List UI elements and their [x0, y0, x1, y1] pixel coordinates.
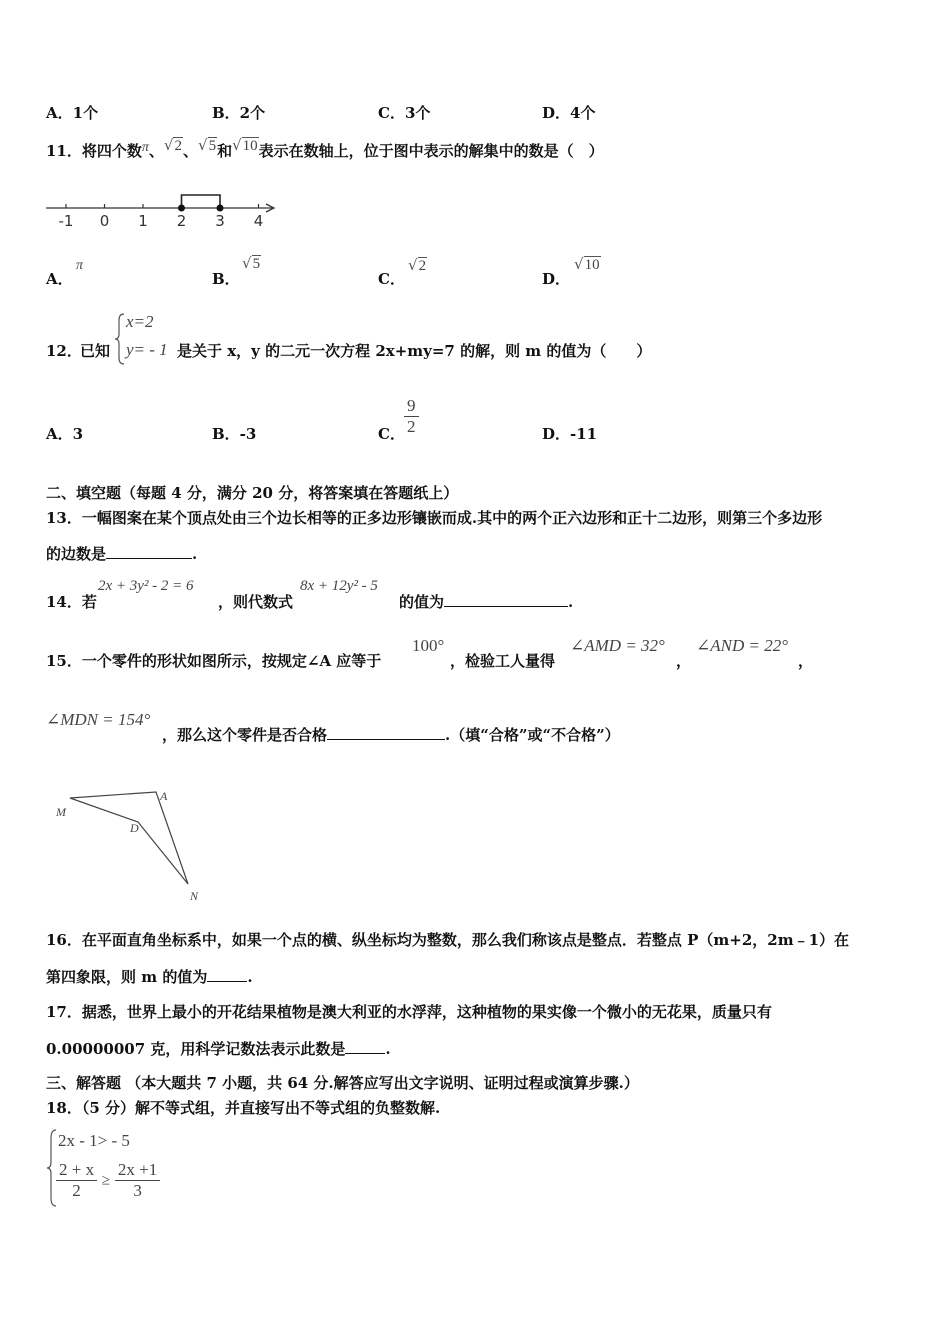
q18-geq: ≥ [101, 1172, 111, 1189]
q12-pre: 已知 [80, 342, 111, 360]
q12-option-c-label: C． [378, 425, 405, 443]
q10-option-a: A．1个 [46, 104, 99, 122]
section-3-heading: 三、解答题 （本大题共 7 小题，共 64 分.解答应写出文字说明、证明过程或演算步骤.） [46, 1074, 639, 1092]
q10-option-c: C．3个 [378, 104, 431, 122]
q11-sep1: 、 [148, 142, 164, 160]
q15-mid: ，检验工人量得 [450, 652, 556, 670]
q15-comma1: ， [676, 652, 692, 670]
q12-option-b: B．-3 [212, 425, 257, 443]
sqrt-icon: √ [163, 136, 174, 154]
q11-option-d-value [574, 255, 601, 274]
answer-blank[interactable] [444, 592, 568, 607]
answer-blank[interactable] [207, 967, 247, 982]
q12-option-c-numerator: 9 [404, 396, 419, 417]
q15-pre: 15．一个零件的形状如图所示，按规定∠A 应等于 [46, 652, 382, 670]
q14-expr1: 2x + 3y² - 2 = 6 [98, 578, 194, 594]
q11-pi: π [141, 140, 149, 155]
q11-text-b: 表示在数轴上，位于图中表示的解集中的数是（ ） [258, 142, 604, 160]
solution-interval-bracket [182, 195, 221, 208]
q13-line1: 13．一幅图案在某个顶点处由三个边长相等的正多边形镶嵌而成.其中的两个正六边形和正十二边形，则第三个多边形 [46, 509, 823, 527]
q15-comma2: ， [798, 652, 814, 670]
q11-and: 和 [217, 142, 233, 160]
q12-option-a: A．3 [46, 425, 84, 443]
q15-mdn: ∠MDN = 154° [46, 710, 151, 729]
q11-option-d-label: D． [542, 270, 571, 288]
interval-endpoint [217, 205, 224, 212]
q11-option-c-radicand: 2 [418, 258, 427, 274]
q15-part-figure [50, 782, 220, 908]
q13-line2-pre: 的边数是 [46, 545, 107, 563]
q15-amd: ∠AMD = 32° [570, 636, 665, 655]
q13-line2-post: . [192, 545, 198, 563]
q17-line2-post: . [385, 1040, 391, 1058]
q11-number: 11． [46, 142, 82, 160]
axis-tick-label: 2 [176, 212, 187, 230]
q11-option-c-label: C． [378, 270, 405, 288]
q12-post: 是关于 x，y 的二元一次方程 2x+my=7 的解，则 m 的值为（ ） [177, 342, 652, 360]
answer-blank[interactable] [327, 725, 445, 740]
brace-icon [114, 312, 126, 366]
q11-text-a: 将四个数 [81, 142, 142, 160]
q14-expr2: 8x + 12y² - 5 [300, 578, 378, 594]
q11-option-b-label: B． [212, 270, 240, 288]
q11-option-a-value: π [76, 258, 84, 273]
axis-tick-label: 1 [138, 212, 148, 230]
q14-mid: ，则代数式 [218, 593, 294, 611]
q18-fraction-left [56, 1160, 97, 1201]
number-line-figure [40, 186, 290, 232]
q15-and: ∠AND = 22° [696, 636, 789, 655]
q16-line1: 16．在平面直角坐标系中，如果一个点的横、纵坐标均为整数，那么我们称该点是整点．若整点 P（m+2，2m﹣1）在 [46, 931, 850, 949]
q18-text: 18．（5 分）解不等式组，并直接写出不等式组的负整数解. [46, 1099, 441, 1117]
answer-blank[interactable] [345, 1039, 385, 1054]
q17-line1: 17．据悉，世界上最小的开花结果植物是澳大利亚的水浮萍，这种植物的果实像一个微小的无花果，质量只有 [46, 1003, 772, 1021]
q14-pre: 14．若 [46, 593, 97, 611]
q15-end: .（填“合格”或“不合格”） [445, 726, 620, 744]
label-m: M [56, 805, 66, 819]
q11-sqrt5: 5 [208, 138, 217, 154]
label-a: A [160, 789, 168, 803]
q16-line2 [46, 966, 253, 987]
label-d: D [130, 821, 139, 835]
axis-tick-label: 3 [215, 212, 225, 230]
sqrt-icon: √ [232, 136, 242, 154]
q11-option-a-label: A． [46, 270, 73, 288]
sqrt-icon: √ [408, 256, 418, 274]
q15-angle-100: 100° [412, 636, 445, 655]
q11-option-b-value [242, 254, 261, 273]
q18-fraction-right-num: 2x +1 [115, 1160, 160, 1181]
q12-option-d: D．-11 [542, 425, 598, 443]
sqrt-icon: √ [242, 254, 252, 272]
q11-stem [46, 136, 604, 161]
axis-tick-label: 4 [253, 212, 264, 230]
sqrt-icon: √ [574, 255, 584, 273]
q15-post-wrap [162, 724, 620, 745]
axis-tick-label: -1 [58, 212, 74, 230]
q12-option-c-denominator: 2 [407, 417, 416, 436]
q18-inequality-2 [56, 1160, 160, 1201]
section-2-heading: 二、填空题（每题 4 分，满分 20 分，将答案填在答题纸上） [46, 484, 459, 502]
q18-fraction-right [115, 1160, 160, 1201]
q11-option-b-radicand: 5 [252, 256, 261, 272]
answer-blank[interactable] [106, 544, 192, 559]
q18-fraction-right-den: 3 [133, 1181, 142, 1200]
q14-post: 的值为 [399, 593, 445, 611]
q12-eq1: x=2 [126, 312, 154, 331]
label-n: N [190, 889, 199, 903]
axis-tick-label: 0 [99, 212, 110, 230]
q18-fraction-left-den: 2 [72, 1181, 81, 1200]
q18-inequality-1: 2x - 1> - 5 [58, 1131, 130, 1150]
q18-fraction-left-num: 2 + x [56, 1160, 97, 1181]
q11-sep2: 、 [182, 142, 198, 160]
q11-option-d-radicand: 10 [584, 257, 600, 273]
q12-option-c-fraction [404, 396, 419, 437]
q11-sqrt2: 2 [174, 138, 182, 154]
q15-post: ，那么这个零件是否合格 [162, 726, 328, 744]
part-outline [70, 792, 188, 884]
sqrt-icon: √ [198, 136, 208, 154]
q17-line2-pre: 0.00000007 克，用科学记数法表示此数是 [46, 1040, 346, 1058]
q10-option-b: B．2个 [212, 104, 266, 122]
q11-sqrt10: 10 [242, 138, 258, 154]
q13-line2 [46, 543, 197, 564]
q10-option-d: D．4个 [542, 104, 596, 122]
q16-line2-pre: 第四象限，则 m 的值为 [46, 968, 208, 986]
q12-eq2: y= - 1 [126, 340, 168, 359]
q17-line2 [46, 1038, 391, 1059]
q11-option-c-value [408, 256, 427, 275]
q14-end: . [568, 593, 574, 611]
interval-endpoint [178, 205, 185, 212]
q12-number: 12． [46, 342, 82, 360]
q14-post-wrap [399, 591, 573, 612]
q16-line2-post: . [247, 968, 253, 986]
